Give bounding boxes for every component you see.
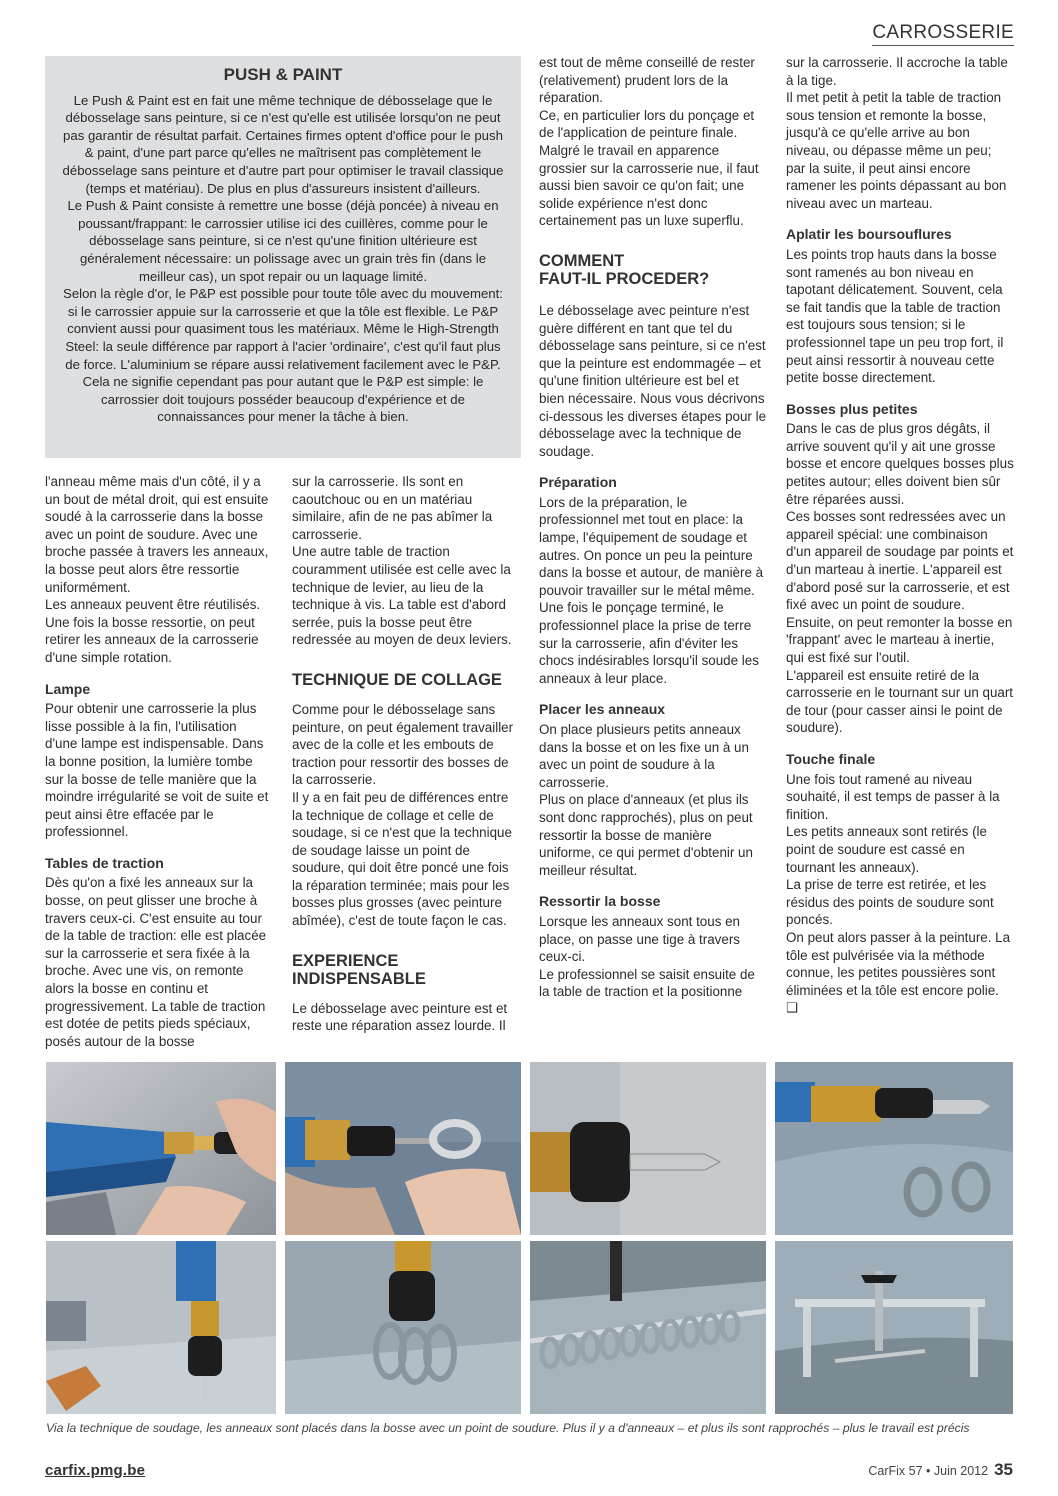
photo-welding-vertical-image [46,1241,276,1414]
body-paragraph: Lorsque les anneaux sont tous en place, on passe une tige à travers ceux-ci. [539,913,741,965]
body-paragraph: On peut alors passer à la peinture. La tôle est pulvérisée via la méthode connue, les petites poussières sont éliminées et la tôle est encore polie. ❑ [786,929,1011,1016]
body-paragraph: Une fois tout ramené au niveau souhaité, il est temps de passer à la finition. [786,771,1000,822]
body-paragraph: Une autre table de traction couramment utilisée est celle avec la technique de levier, au lieu de la technique à vis. La table est d'abord serrée, puis la bosse peut être redressée au moyen de deux leviers. [292,544,512,648]
body-paragraph: Il met petit à petit la table de traction sous tension et remonte la bosse, jusqu'à ce qu'elle arrive au bon niveau, ou dépasse même un peu; par la suite, il peut ainsi encore ramener les points dépassant au bon niveau avec un marteau. [786,90,1007,211]
body-paragraph: sur la carrosserie. Il accroche la table à la tige. [786,55,1008,88]
photo-ring-row [530,1241,766,1414]
push-paint-box [45,56,521,458]
body-paragraph: sur la carrosserie. Ils sont en caoutchouc ou en un matériau similaire, afin de ne pas abîmer la carrosserie. [292,474,493,542]
photo-traction-table-image [775,1241,1013,1414]
subheading-placer: Placer les anneaux [539,701,666,718]
photo-welding-vertical [46,1241,276,1414]
photo-electrode-closeup [530,1062,766,1235]
body-paragraph: Les points trop hauts dans la bosse sont ramenés au bon niveau en tapotant délicatement. Souvent, cela se fait tandis que la table de traction est toujours sous tension; si le professionnel tape un peu trop fort, il peut ainsi ressortir à nouveau cette petite bosse directement. [786,246,1004,386]
footer-website-link[interactable]: carfix.pmg.be [45,1462,146,1479]
subheading-aplatir: Aplatir les boursouflures [786,226,952,243]
photo-ring-attach [285,1062,521,1235]
column-2 [292,473,520,1035]
column-1 [45,473,271,1050]
photo-ring-attach-image [285,1062,521,1235]
subheading-ressortir: Ressortir la bosse [539,893,661,910]
push-paint-paragraph: Le Push & Paint consiste à remettre une bosse (déjà poncée) à niveau en poussant/frappant: le carrossier utilise ici des cuillères, comme pour le débosselage sans peinture, si ce n'est qu'une finition ultérieure est généralement nécessaire: un polissage avec un grain très fin (dans le meilleur cas), un spot repair ou un laquage limité. [67,198,499,284]
push-paint-paragraph: Cela ne signifie cependant pas pour autant que le P&P est simple: le carrossier doit toujours posséder beaucoup d'expérience et de connaissances pour mener la tâche à bien. [82,374,484,425]
body-paragraph: Le débosselage avec peinture n'est guère différent en tant que tel du débosselage sans peinture, si ce n'est que la peinture est endommagée – et qu'une finition ultérieure est bel et bien nécessaire. Nous vous décrivons ci-dessous les diverses étapes pour le débosselage avec la technique de soudage. [539,302,767,459]
column-3 [539,54,767,1001]
footer-issue-text: CarFix 57 • Juin 2012 [868,1464,989,1478]
column-4 [786,54,1014,1017]
photo-traction-table [775,1241,1013,1414]
body-paragraph: Dans le cas de plus gros dégâts, il arrive souvent qu'il y ait une grosse bosse et encore quelques bosses plus petites autour; elles doivent bien sûr être réparées aussi. [786,421,1014,507]
footer-issue [868,1460,1013,1480]
push-paint-paragraph: Le Push & Paint est en fait une même technique de débosselage que le débosselage sans peinture, si ce n'est qu'elle est utilisée lorsqu'on ne peut pas garantir de résultat parfait. Certaines firmes optent d'office pour le push & paint, d'une part parce qu'elles ne maîtrisent pas complètement le débosselage sans peinture et d'autre part pour optimiser le travail classique (temps et matériau). De plus en plus d'assureurs insistent d'ailleurs. [62,92,504,196]
photo-tool-with-rings-image [775,1062,1013,1235]
body-paragraph: l'anneau même mais d'un côté, il y a un bout de métal droit, qui est ensuite soudé à la carrosserie dans la bosse avec un point de soudure. Avec une broche passée à travers les anneaux, la bosse peut alors être ressortie uniformément. [45,474,269,595]
body-paragraph: Plus on place d'anneaux (et plus ils sont donc rapprochés), plus on peut ressortir la bosse de manière uniforme, ce qui permet d'obtenir un meilleur résultat. [539,792,753,878]
subheading-bosses: Bosses plus petites [786,400,918,417]
body-paragraph: Dès qu'on a fixé les anneaux sur la bosse, on peut glisser une broche à travers ceux-ci. C'est ensuite au tour de la table de traction: elle est placée sur la carrosserie et sera fixée à la broche. Avec une vis, on remonte alors la bosse en continu et progressivement. La table de traction est dotée de petits pieds spéciaux, posés autour de la bosse [45,875,267,1049]
heading-comment-line2: FAUT-IL PROCEDER? [539,269,710,288]
heading-comment-line1: COMMENT [539,251,625,270]
body-paragraph: Les anneaux peuvent être réutilisés. Une fois la bosse ressortie, on peut retirer les anneaux de la carrosserie d'une simple rotation. [45,597,261,665]
photo-rings-on-panel [285,1241,521,1414]
body-paragraph: L'appareil est ensuite retiré de la carrosserie en le tournant sur un quart de tour (pour casser ainsi le point de soudure). [786,667,1014,736]
subheading-tables: Tables de traction [45,854,164,871]
body-paragraph: Les petits anneaux sont retirés (le point de soudure est cassé en tournant les anneaux). [786,824,987,875]
photo-electrode-closeup-image [530,1062,766,1235]
subheading-lampe: Lampe [45,680,91,697]
photo-welding-gun-hand [46,1062,276,1235]
body-paragraph: Le professionnel se saisit ensuite de la table de traction et la positionne [539,966,755,1000]
page-number: 35 [994,1460,1013,1479]
body-paragraph: est tout de même conseillé de rester (relativement) prudent lors de la réparation. [539,55,755,106]
body-paragraph: Comme pour le débosselage sans peinture, on peut également travailler avec de la colle et les embouts de traction pour ressortir des bosses de la carrosserie. [292,701,514,788]
figure-caption: Via la technique de soudage, les anneaux sont placés dans la bosse avec un point de soudure. Plus il y a d'anneaux – et plus ils sont rapprochés – plus le travail est précis [46,1421,970,1435]
body-paragraph: Il y a en fait peu de différences entre la technique de collage et celle de soudage, si ce n'est que la technique de soudage laisse un point de soudure, qui doit être poncé une fois la réparation terminée; mais pour les bosses plus grosses (avec peinture abîmée), c'est de toute façon le cas. [292,789,512,929]
photo-rings-on-panel-image [285,1241,521,1414]
body-paragraph: Le débosselage avec peinture est et reste une réparation assez lourde. Il [292,1000,508,1034]
push-paint-paragraph: Selon la règle d'or, le P&P est possible pour toute tôle avec du mouvement: si le carrossier appuie sur la carrosserie et que la tôle est flexible. Le P&P convient aussi pour quasiment tous les matériaux. Même le High-Strength Steel: la seule différence par rapport à l'acier 'ordinaire', c'est qu'il faut plus de force. L'aluminium se répare aussi relativement facilement avec le P&P. [63,286,503,372]
heading-comment [539,252,767,288]
photo-tool-with-rings [775,1062,1013,1235]
body-paragraph: Ces bosses sont redressées avec un appareil spécial: une combinaison d'un appareil de soudage par points et d'un marteau à inertie. L'appareil est d'abord posé sur la carrosserie, et est fixé avec un point de soudure. Ensuite, on peut remonter la bosse en 'frappant' avec le marteau à inertie, qui est fixé sur l'outil. [786,509,1014,665]
photo-welding-gun-hand-image [46,1062,276,1235]
heading-collage: TECHNIQUE DE COLLAGE [292,670,502,689]
subheading-preparation: Préparation [539,474,617,491]
subheading-touche: Touche finale [786,750,876,767]
body-paragraph: On place plusieurs petits anneaux dans la bosse et on les fixe un à un avec un point de soudure à la carrosserie. [539,722,749,790]
body-paragraph: Lors de la préparation, le professionnel met tout en place: la lampe, l'équipement de soudage et autres. On ponce un peu la peinture dans la bosse et autour, de manière à pouvoir travailler sur le métal même. Une fois le ponçage terminé, le professionnel place la prise de terre sur la carrosserie, afin d'éviter les chocs indésirables lorsqu'il soude les anneaux à leur place. [539,494,764,686]
photo-ring-row-image [530,1241,766,1414]
body-paragraph: Pour obtenir une carrosserie la plus lisse possible à la fin, l'utilisation d'une lampe est indispensable. Dans la bonne position, la lumière tombe sur la bosse de telle manière que la moindre irrégularité se voit de suite et peut ainsi être effacée par le professionnel. [45,701,269,840]
heading-experience: EXPERIENCE INDISPENSABLE [292,951,426,988]
body-paragraph: Malgré le travail en apparence grossier sur la carrosserie nue, il faut aussi bien savoir ce qu'on fait; une solide expérience n'est donc certainement pas un luxe superflu. [539,142,759,229]
section-tag: CARROSSERIE [872,22,1014,46]
body-paragraph: Ce, en particulier lors du ponçage et de l'application de peinture finale. [539,107,755,141]
body-paragraph: La prise de terre est retirée, et les résidus des points de soudure sont poncés. [786,877,994,928]
push-paint-title: PUSH & PAINT [223,65,343,84]
